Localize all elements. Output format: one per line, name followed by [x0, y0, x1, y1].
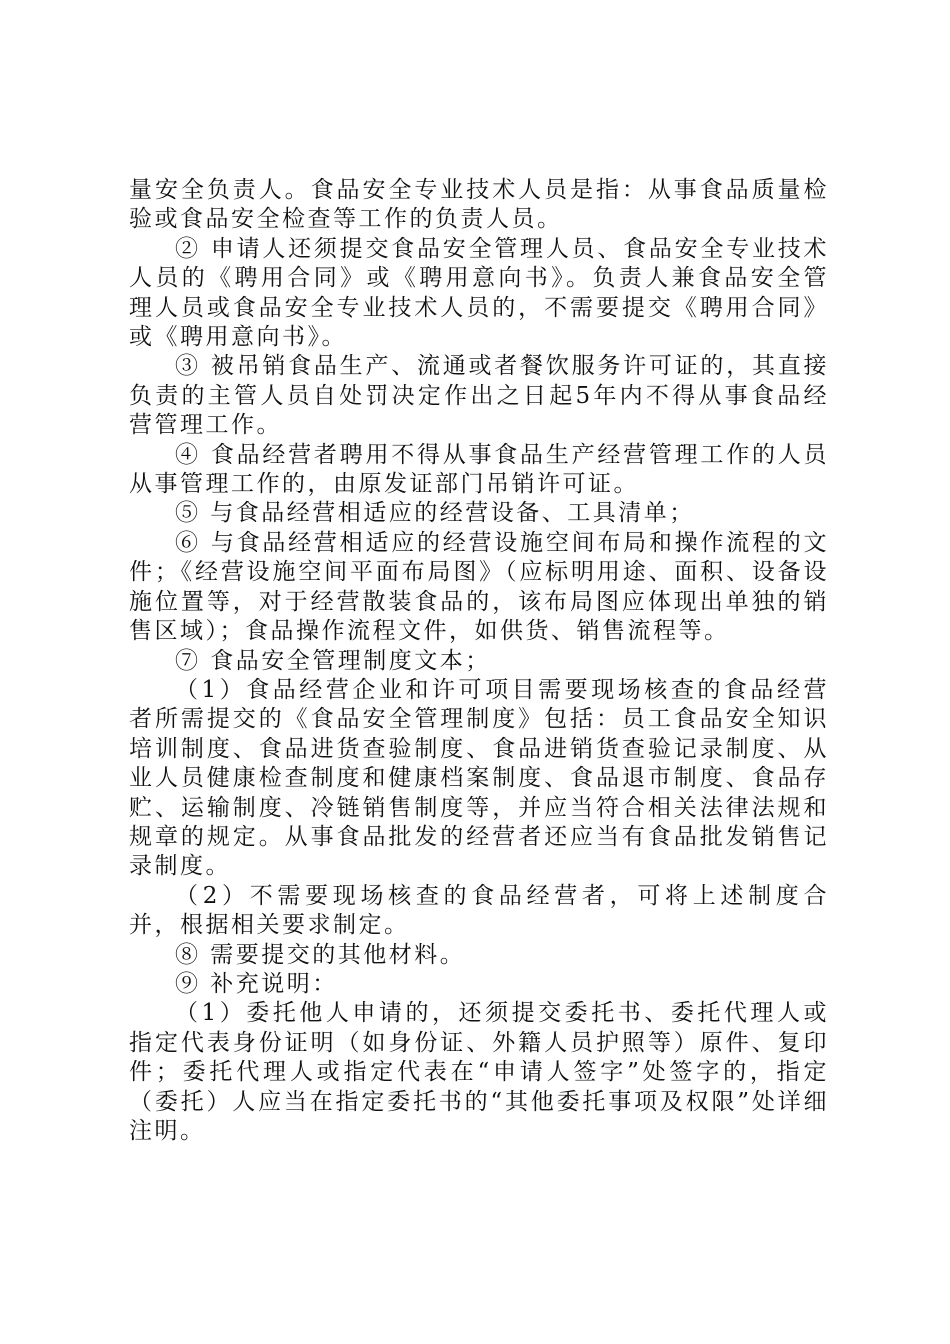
paragraph-10: ⑧ 需要提交的其他材料。	[175, 941, 466, 968]
paragraph-7: ⑦ 食品安全管理制度文本；	[175, 647, 491, 674]
paragraph-2: ② 申请人还须提交食品安全管理人员、食品安全专业技术人员的《聘用合同》或《聘用意向书》。负责人兼食品安全管理人员或食品安全专业技术人员的，不需要提交《聘用合同》或《聘用意向书》。	[129, 235, 829, 351]
paragraph-4: ④ 食品经营者聘用不得从事食品生产经营管理工作的人员从事管理工作的，由原发证部门吊销许可证。	[129, 441, 829, 498]
paragraph-8: （1）食品经营企业和许可项目需要现场核查的食品经营者所需提交的《食品安全管理制度》包括：员工食品安全知识培训制度、食品进货查验制度、食品进销货查验记录制度、从业人员健康检查制度和健康档案制度、食品退市制度、食品存贮、运输制度、冷链销售制度等，并应当符合相关法律法规和规章的规定。从事食品批发的经营者还应当有食品批发销售记录制度。	[129, 676, 829, 880]
paragraph-1: 量安全负责人。食品安全专业技术人员是指：从事食品质量检验或食品安全检查等工作的负责人员。	[129, 177, 829, 233]
paragraph-3: ③ 被吊销食品生产、流通或者餐饮服务许可证的，其直接负责的主管人员自处罚决定作出之日起5年内不得从事食品经营管理工作。	[129, 353, 829, 439]
paragraph-6: ⑥ 与食品经营相适应的经营设施空间布局和操作流程的文件；《经营设施空间平面布局图》（应标明用途、面积、设备设施位置等，对于经营散装食品的，该布局图应体现出单独的销售区域）；食品操作流程文件，如供货、销售流程等。	[129, 529, 829, 645]
paragraph-12: （1）委托他人申请的，还须提交委托书、委托代理人或指定代表身份证明（如身份证、外籍人员护照等）原件、复印件；委托代理人或指定代表在“申请人签字”处签字的，指定（委托）人应当在指定委托书的“其他委托事项及权限”处详细注明。	[129, 1000, 829, 1144]
paragraph-11: ⑨ 补充说明：	[175, 970, 338, 997]
paragraph-5: ⑤ 与食品经营相适应的经营设备、工具清单；	[175, 500, 695, 527]
paragraph-9: （2）不需要现场核查的食品经营者，可将上述制度合并，根据相关要求制定。	[129, 882, 829, 939]
document-body	[129, 176, 829, 1146]
